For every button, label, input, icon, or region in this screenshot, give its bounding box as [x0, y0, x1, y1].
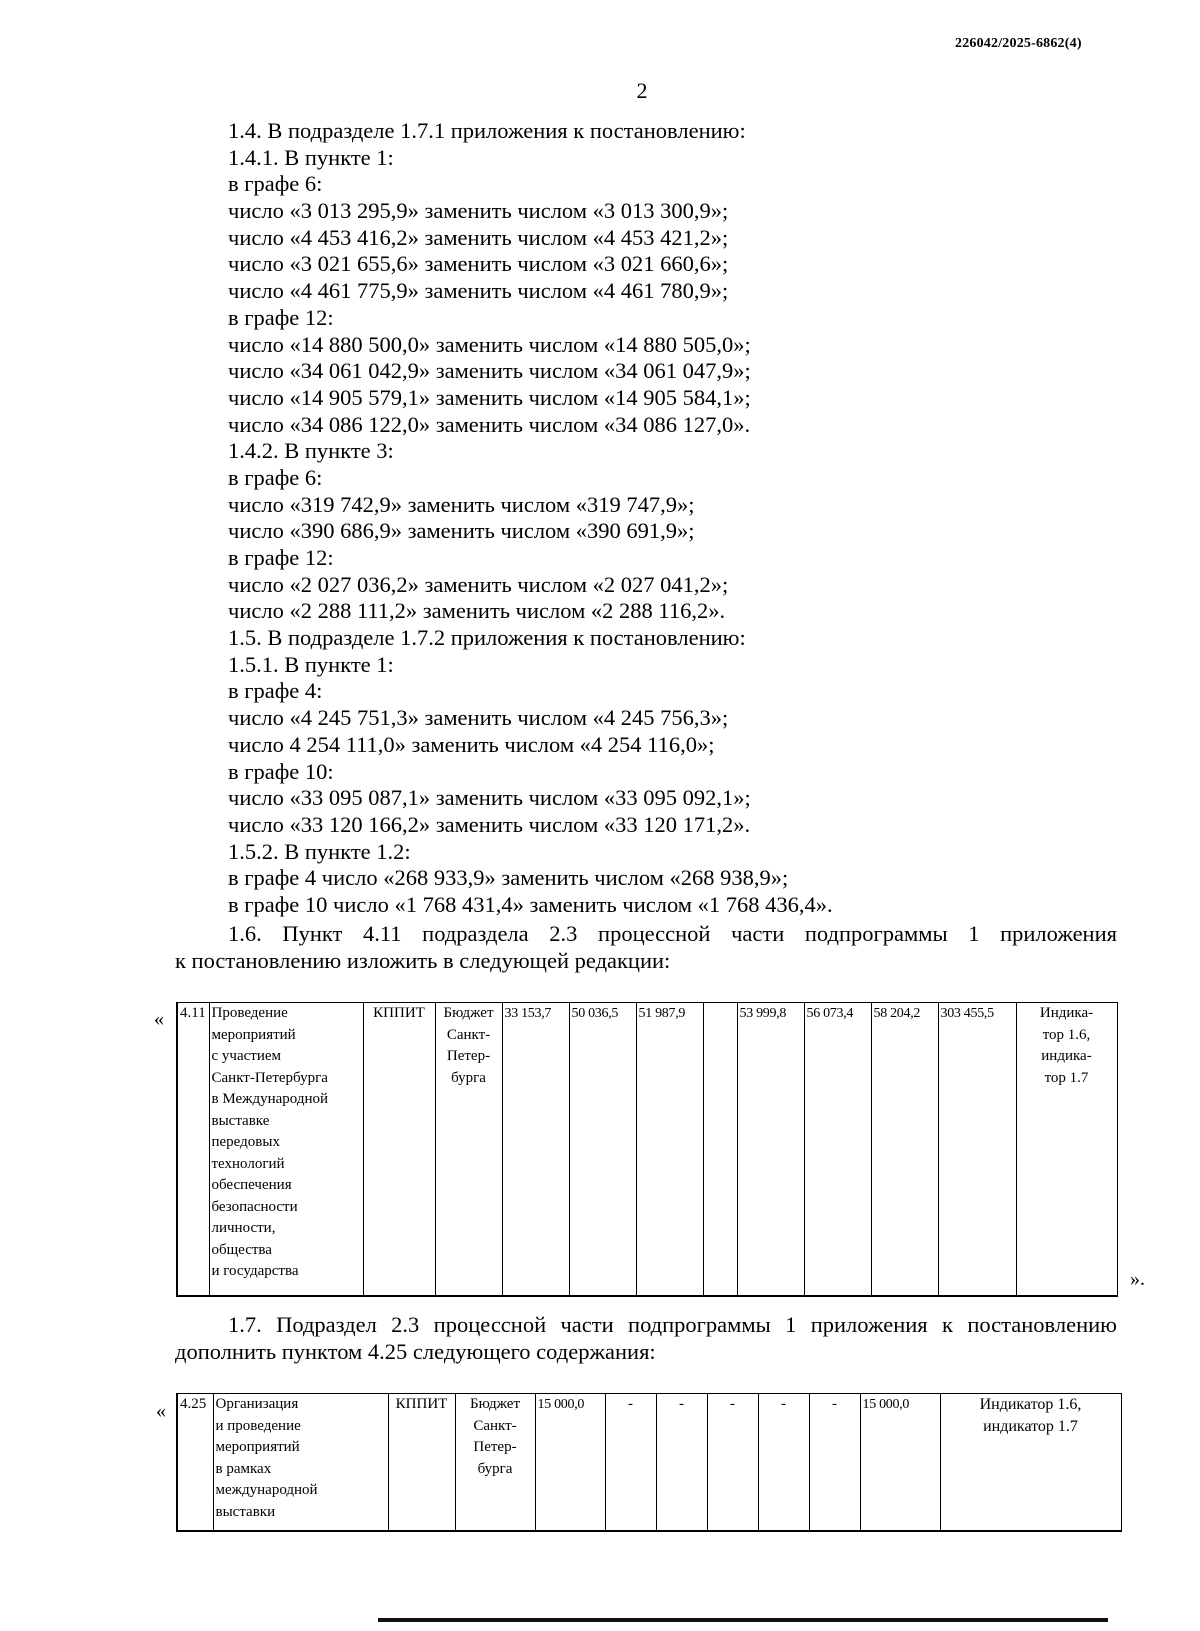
- table-4-11-close-quote: ».: [1130, 1268, 1145, 1290]
- item-name: Организация и проведение мероприятий в рамках международной выставки: [213, 1394, 388, 1532]
- paragraph-1-7-first-line: 1.7. Подраздел 2.3 процессной части подпрограммы 1 приложения к постановлению: [228, 1312, 1117, 1337]
- item-name: Проведение мероприятий с участием Санкт-Петербурга в Международной выставке передовых технологий обеспечения безопасности личности, общества и государства: [209, 1003, 363, 1297]
- amendment-line: в графе 4:: [228, 678, 323, 704]
- amendment-line: число «2 027 036,2» заменить числом «2 027 041,2»;: [228, 571, 729, 597]
- amendment-line: 1.5. В подразделе 1.7.2 приложения к постановлению:: [228, 625, 746, 651]
- value-cell: [703, 1003, 737, 1297]
- amendment-line: в графе 12:: [228, 304, 334, 330]
- footer-rule: [378, 1618, 1108, 1622]
- amendment-line: число «33 120 166,2» заменить числом «33 120 171,2».: [228, 811, 751, 837]
- amendment-line: в графе 6:: [228, 464, 323, 490]
- paragraph-1-6: [175, 921, 1117, 974]
- amendment-line: число «4 453 416,2» заменить числом «4 453 421,2»;: [228, 224, 729, 250]
- table-item-4-11: [176, 1002, 1118, 1297]
- amendment-line: число «3 013 295,9» заменить числом «3 013 300,9»;: [228, 198, 729, 224]
- amendment-line: 1.4.1. В пункте 1:: [228, 144, 394, 170]
- item-number: 4.11: [177, 1003, 209, 1297]
- paragraph-1-7-second-line: дополнить пунктом 4.25 следующего содержания:: [175, 1338, 656, 1364]
- amendment-line: в графе 10:: [228, 758, 334, 784]
- item-executor: КППИТ: [388, 1394, 455, 1532]
- amendment-line: в графе 12:: [228, 545, 334, 570]
- amendment-line: число «14 880 500,0» заменить числом «14 880 505,0»;: [228, 331, 751, 357]
- amendment-line: 1.4. В подразделе 1.7.1 приложения к постановлению:: [228, 118, 746, 143]
- item-executor: КППИТ: [363, 1003, 435, 1297]
- amendment-line: число «34 086 122,0» заменить числом «34 086 127,0».: [228, 411, 751, 437]
- amendment-lines: [228, 118, 1128, 919]
- amendment-line: в графе 4 число «268 933,9» заменить числом «268 938,9»;: [228, 865, 789, 891]
- value-cell-total: 303 455,5: [938, 1003, 1016, 1297]
- amendment-line: число «33 095 087,1» заменить числом «33 095 092,1»;: [228, 785, 751, 811]
- amendment-line: число «2 288 111,2» заменить числом «2 288 116,2».: [228, 598, 726, 624]
- value-cell: 53 999,8: [737, 1003, 804, 1297]
- item-funding-source: Бюджет Санкт- Петер- бурга: [455, 1394, 535, 1532]
- amendment-line: число «3 021 655,6» заменить числом «3 021 660,6»;: [228, 251, 729, 277]
- value-cell: -: [707, 1394, 758, 1532]
- paragraph-1-6-second-line: к постановлению изложить в следующей редакции:: [175, 947, 671, 973]
- amendment-line: число «4 461 775,9» заменить числом «4 461 780,9»;: [228, 278, 729, 304]
- item-indicator: Индикатор 1.6, индикатор 1.7: [940, 1394, 1121, 1532]
- amendment-line: число 4 254 111,0» заменить числом «4 254 116,0»;: [228, 731, 715, 757]
- value-cell: -: [809, 1394, 860, 1532]
- amendment-line: 1.4.2. В пункте 3:: [228, 438, 394, 464]
- value-cell: 50 036,5: [569, 1003, 636, 1297]
- amendment-line: число «14 905 579,1» заменить числом «14 905 584,1»;: [228, 384, 751, 410]
- value-cell: -: [605, 1394, 656, 1532]
- value-cell: -: [758, 1394, 809, 1532]
- amendment-line: в графе 6:: [228, 171, 323, 197]
- item-funding-source: Бюджет Санкт- Петер- бурга: [435, 1003, 502, 1297]
- value-cell: 56 073,4: [804, 1003, 871, 1297]
- table-4-25-open-quote: «: [156, 1400, 166, 1422]
- paragraph-1-7: [175, 1312, 1117, 1365]
- document-number: 226042/2025-6862(4): [955, 36, 1082, 51]
- paragraph-1-6-first-line: 1.6. Пункт 4.11 подраздела 2.3 процессной части подпрограммы 1 приложения: [228, 921, 1117, 946]
- table-4-11-open-quote: «: [154, 1008, 164, 1030]
- value-cell: 33 153,7: [502, 1003, 569, 1297]
- value-cell: -: [656, 1394, 707, 1532]
- amendment-line: в графе 10 число «1 768 431,4» заменить числом «1 768 436,4».: [228, 891, 833, 917]
- amendment-line: число «34 061 042,9» заменить числом «34 061 047,9»;: [228, 358, 751, 384]
- value-cell: 58 204,2: [871, 1003, 938, 1297]
- value-cell: 51 987,9: [636, 1003, 703, 1297]
- amendment-line: 1.5.2. В пункте 1.2:: [228, 838, 411, 864]
- amendment-line: число «4 245 751,3» заменить числом «4 245 756,3»;: [228, 705, 729, 731]
- value-cell-total: 15 000,0: [860, 1394, 940, 1532]
- value-cell: 15 000,0: [535, 1394, 605, 1532]
- item-indicator: Индика- тор 1.6, индика- тор 1.7: [1016, 1003, 1117, 1297]
- amendment-line: число «390 686,9» заменить числом «390 691,9»;: [228, 518, 695, 544]
- item-number: 4.25: [177, 1394, 213, 1532]
- page-number: 2: [636, 78, 648, 103]
- amendment-line: число «319 742,9» заменить числом «319 747,9»;: [228, 491, 695, 517]
- amendment-line: 1.5.1. В пункте 1:: [228, 651, 394, 677]
- table-item-4-25: [176, 1393, 1122, 1532]
